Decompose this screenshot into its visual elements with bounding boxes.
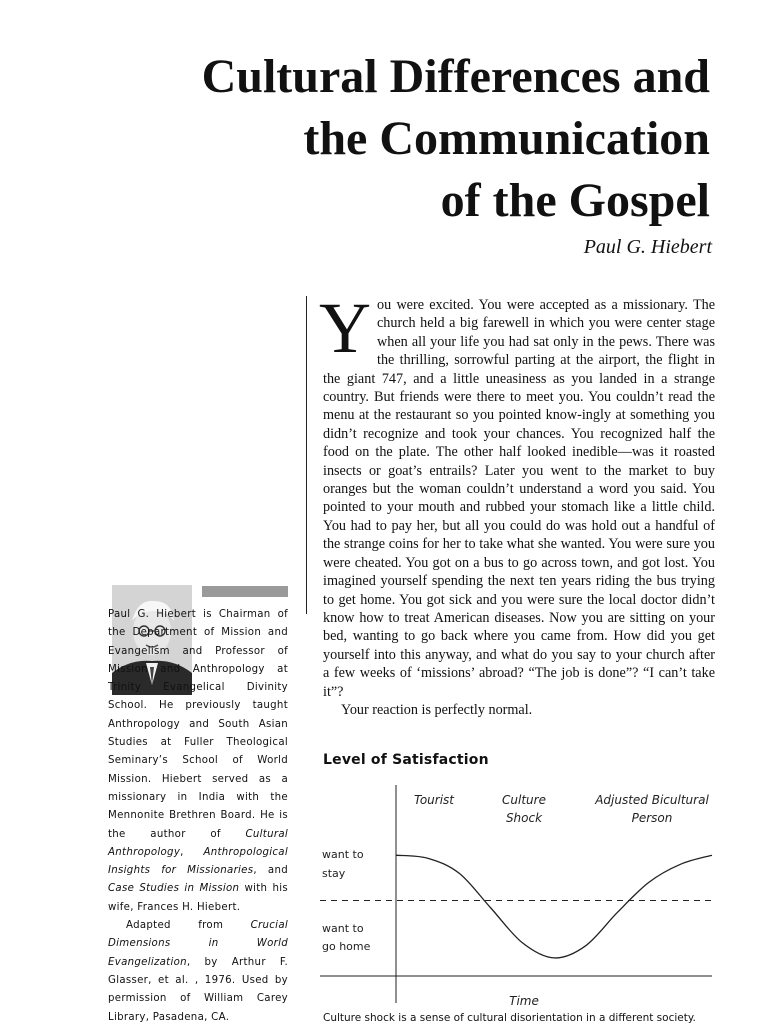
bio-book-1: Cultural Anthropology xyxy=(108,828,288,858)
author-bio xyxy=(108,606,288,1027)
title-line-3: of the Gospel xyxy=(440,174,710,227)
bio-paragraph-1 xyxy=(108,606,288,917)
y-label-go-home-2: go home xyxy=(322,940,371,953)
chart-caption: Culture shock is a sense of cultural disorientation in a different society. xyxy=(323,1012,696,1024)
y-label-want-to-stay-1: want to xyxy=(322,848,364,861)
bio-sep-1: , xyxy=(180,846,204,858)
y-label-go-home-1: want to xyxy=(322,922,364,935)
bio-text-1: Paul G. Hiebert is Chairman of the Department of Mission and Evangelism and Professor of Mission and Anthropology at Trinity Evangelical Divinity School. He previously taught Anthropology and South Asian Studies at Fuller Theological Seminary’s School of World Mission. Hiebert served as a missionary in India with the Mennonite Brethren Board. He is the author of xyxy=(108,609,288,840)
x-axis-label: Time xyxy=(509,994,539,1008)
bio-paragraph-2 xyxy=(108,917,288,1027)
bio-book-4: Crucial Dimensions in World Evangelization xyxy=(108,920,288,968)
bio-text-2: Adapted from xyxy=(126,920,251,932)
title-line-2: the Communication xyxy=(303,112,710,165)
phase-label-tourist: Tourist xyxy=(413,793,455,807)
phase-label-person: Person xyxy=(631,811,673,825)
body-paragraph-1-text: ou were excited. You were accepted as a missionary. The church held a big farewell in which you were center stage when all your life you had sat only in the pews. There was the thrilling, sorrowful parting at the airport, the flight in the giant 747, and a little uneasiness as you landed in a strange country. But friends were there to meet you. You couldn’t read the menu at the restaurant so you pointed know-ingly at something you didn’t recognize and took your chances. You recognized half the food on the plate. The other half looked inedible—was it roasted insects or goat’s entrails? Later you went to the market to buy oranges but the woman couldn’t understand a word you said. You pointed to your mouth and rubbed your stomach like a little child. You had to pay her, but all you could do was hold out a handful of the strange coins for her to take what she wanted. You were sure you were cheated. You got on a bus to go across town, and got lost. You imagined yourself spending the next ten years riding the bus trying to get home. You got sick and you were sure the local doctor didn’t know how to treat American diseases. Now you are sitting on your bed, wanting to go back where you came from. How did you get yourself into this anyway, and what do you say to your church after a few weeks of ‘missions’ abroad? “The job is done”? “I can’t take it”? xyxy=(323,297,715,700)
body-paragraph-2: Your reaction is perfectly normal. xyxy=(341,701,533,718)
title-line-1: Cultural Differences and xyxy=(201,50,710,103)
column-divider xyxy=(306,296,307,614)
article-title xyxy=(70,46,710,232)
article-body xyxy=(319,288,715,719)
phase-label-adjusted: Adjusted Bicultural xyxy=(595,793,709,807)
phase-label-culture: Culture xyxy=(502,793,546,807)
y-label-want-to-stay-2: stay xyxy=(322,867,346,880)
phase-label-shock: Shock xyxy=(505,811,543,825)
chart-title: Level of Satisfaction xyxy=(323,752,489,768)
satisfaction-chart xyxy=(320,785,715,1010)
bio-text-1-end: with his wife, Frances H. Hiebert. xyxy=(108,883,288,913)
satisfaction-curve xyxy=(396,855,712,958)
bio-sep-2: , and xyxy=(253,865,288,877)
bio-header-bar xyxy=(202,586,288,597)
author-byline: Paul G. Hiebert xyxy=(583,236,712,258)
bio-book-3: Case Studies in Mission xyxy=(108,883,240,895)
body-paragraph-1 xyxy=(319,288,715,701)
bio-text-2-end: , by Arthur F. Glasser, et al. , 1976. Used by permission of William Carey Library, Pasadena, CA. xyxy=(108,956,288,1023)
bio-book-2: Anthropological Insights for Missionaries xyxy=(108,846,288,877)
drop-cap: Y xyxy=(319,288,371,368)
